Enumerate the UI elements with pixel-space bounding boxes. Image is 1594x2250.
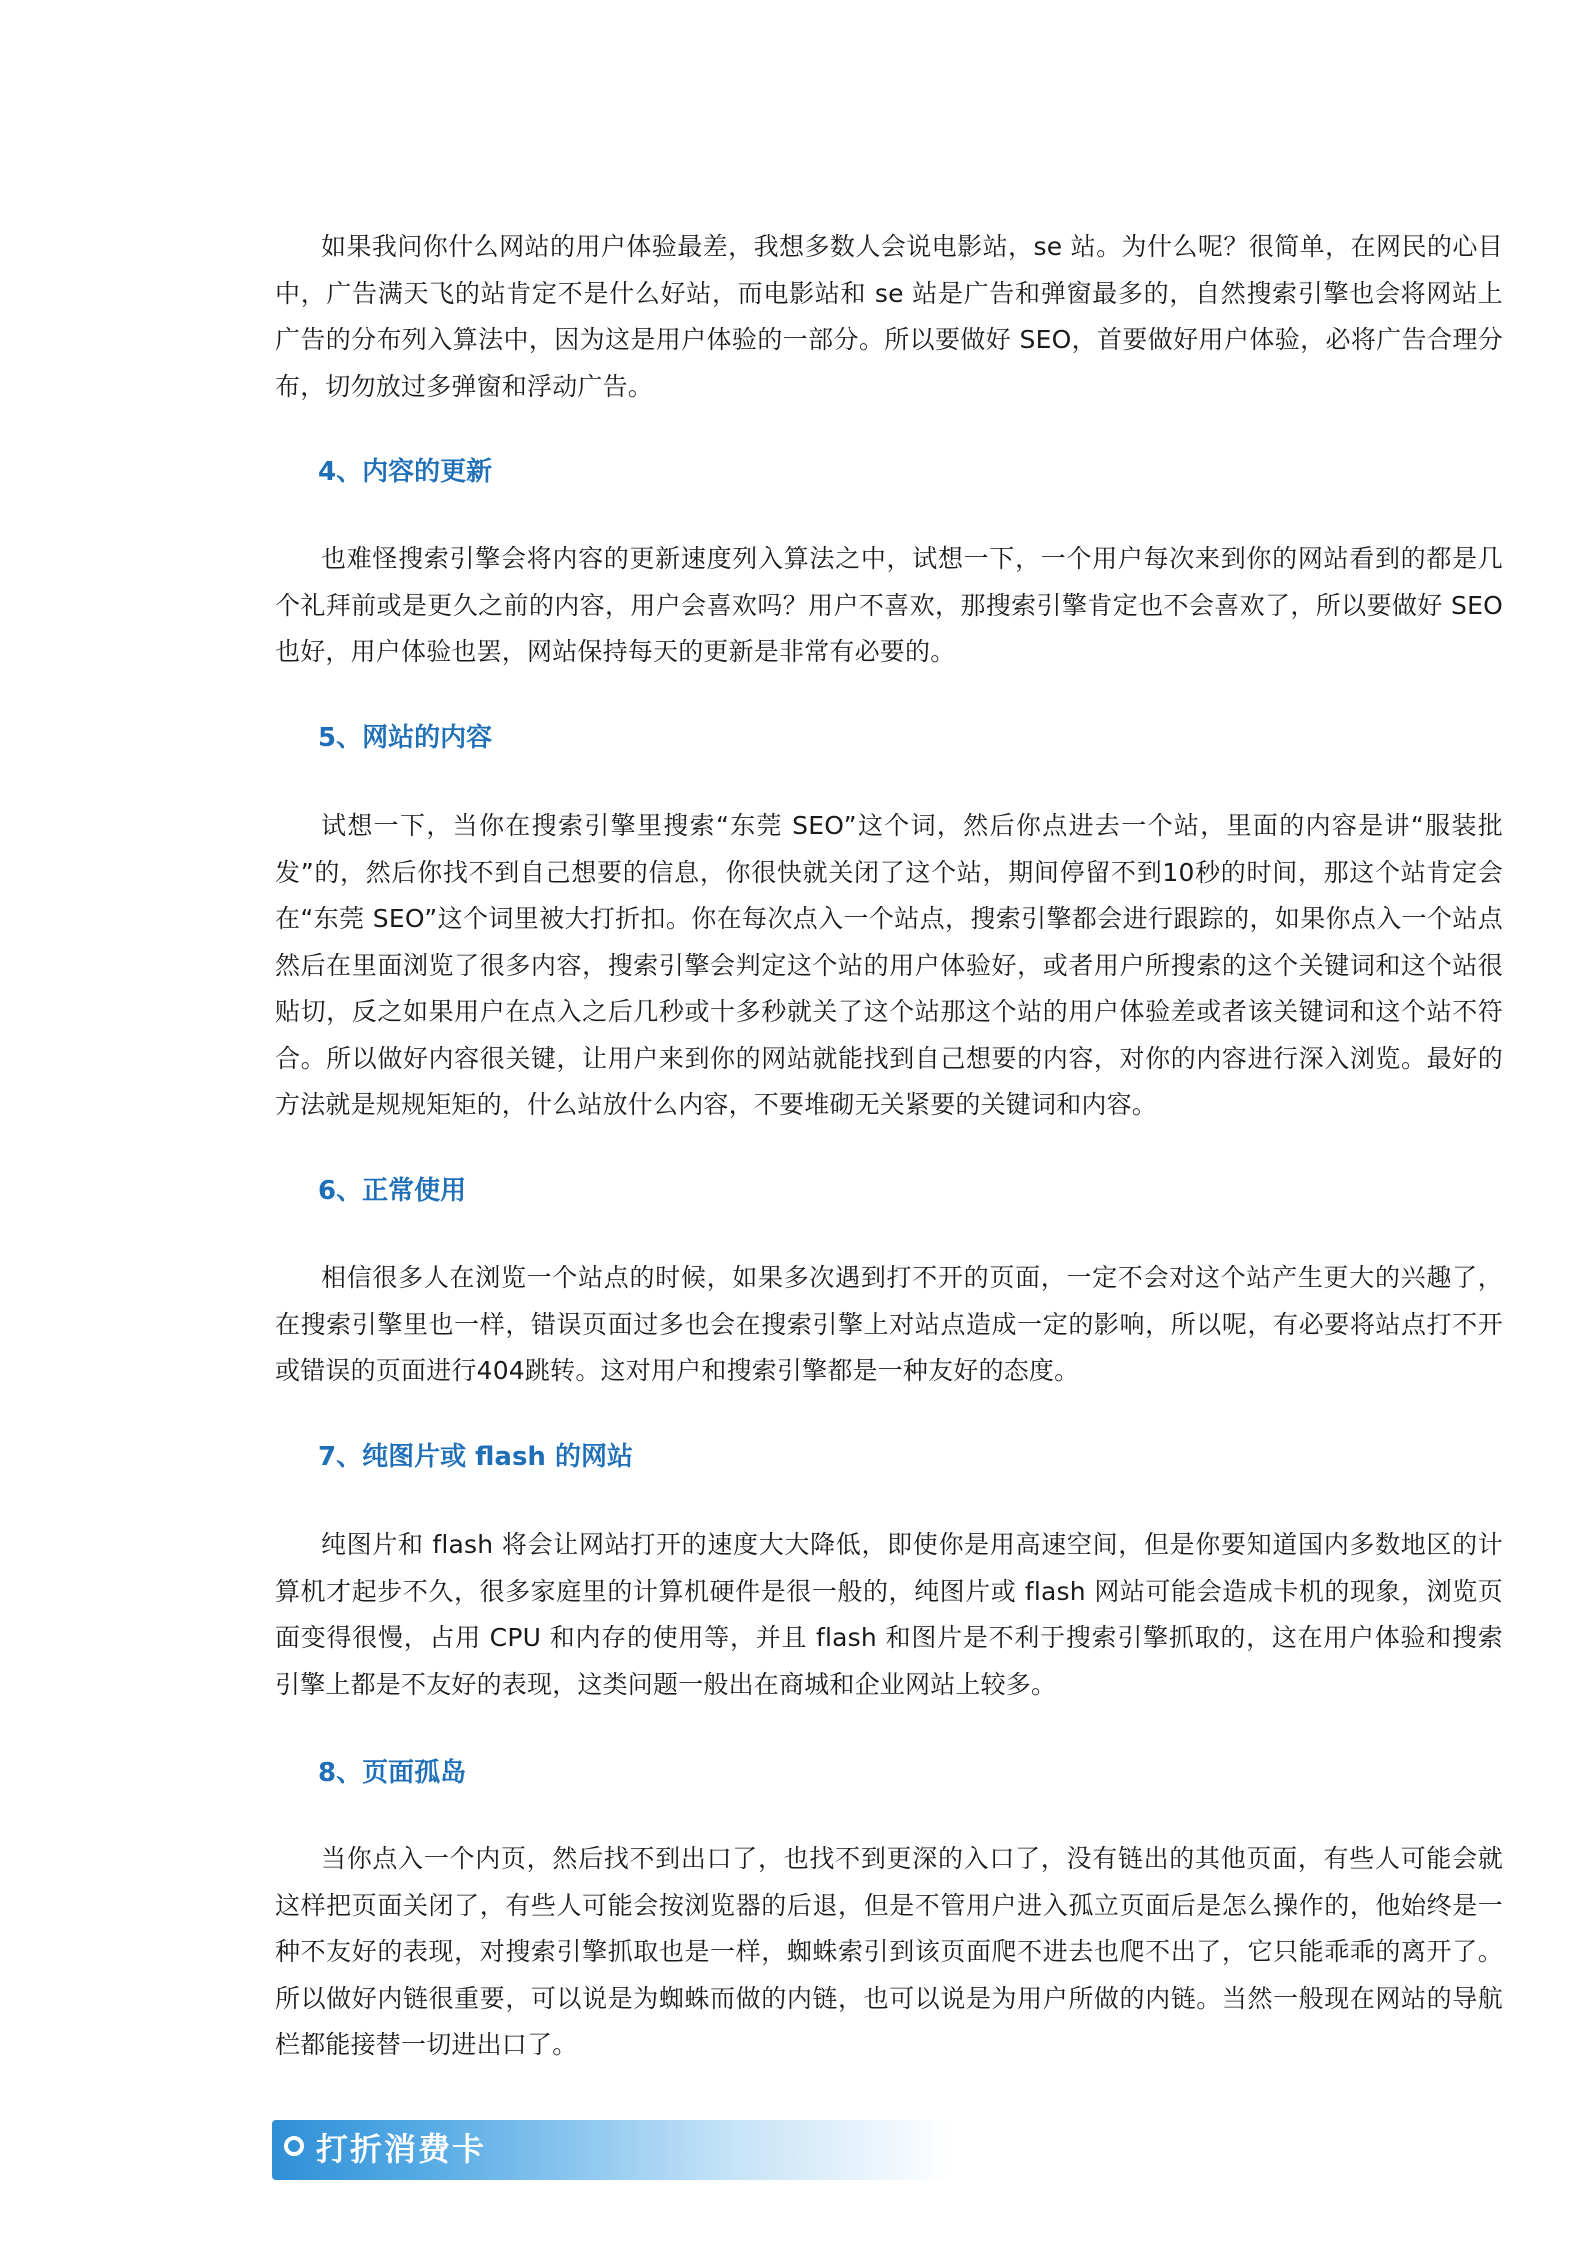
section-6-body: 相信很多人在浏览一个站点的时候，如果多次遇到打不开的页面，一定不会对这个站产生更大的兴趣了，在搜索引擎里也一样，错误页面过多也会在搜索引擎上对站点造成一定的影响，所以呢，有必要将站点打不开或错误的页面进行404跳转。这对用户和搜索引擎都是一种友好的态度。: [275, 1263, 1503, 1385]
circle-icon: [284, 2136, 304, 2156]
section-7-body: 纯图片和 flash 将会让网站打开的速度大大降低，即使你是用高速空间，但是你要知道国内多数地区的计算机才起步不久，很多家庭里的计算机硬件是很一般的，纯图片或 flash 网站可能会造成卡机的现象，浏览页面变得很慢，占用 CPU 和内存的使用等，并且 flash 和图片是不利于搜索引擎抓取的，这在用户体验和搜索引擎上都是不友好的表现，这类问题一般出在商城和企业网站上较多。: [275, 1530, 1503, 1699]
section-4-body: 也难怪搜索引擎会将内容的更新速度列入算法之中，试想一下，一个用户每次来到你的网站看到的都是几个礼拜前或是更久之前的内容，用户会喜欢吗？用户不喜欢，那搜索引擎肯定也不会喜欢了，所以要做好 SEO 也好，用户体验也罢，网站保持每天的更新是非常有必要的。: [275, 544, 1503, 666]
discount-card-banner: [272, 2120, 952, 2180]
section-8-heading: 8、页面孤岛: [318, 1758, 467, 1788]
section-6-heading: 6、正常使用: [318, 1176, 467, 1206]
section-4-heading: 4、内容的更新: [318, 457, 493, 487]
banner-title: 打折消费卡: [316, 2130, 487, 2168]
intro-paragraph: 如果我问你什么网站的用户体验最差，我想多数人会说电影站，se 站。为什么呢？很简单，在网民的心目中，广告满天飞的站肯定不是什么好站，而电影站和 se 站是广告和弹窗最多的，自然搜索引擎也会将网站上广告的分布列入算法中，因为这是用户体验的一部分。所以要做好 SEO，首要做好用户体验，必将广告合理分布，切勿放过多弹窗和浮动广告。: [275, 232, 1503, 401]
section-5-heading: 5、网站的内容: [318, 723, 493, 753]
section-5-body: 试想一下，当你在搜索引擎里搜索“东莞 SEO”这个词，然后你点进去一个站，里面的内容是讲“服装批发”的，然后你找不到自己想要的信息，你很快就关闭了这个站，期间停留不到10秒的时间，那这个站肯定会在“东莞 SEO”这个词里被大打折扣。你在每次点入一个站点，搜索引擎都会进行跟踪的，如果你点入一个站点然后在里面浏览了很多内容，搜索引擎会判定这个站的用户体验好，或者用户所搜索的这个关键词和这个站很贴切，反之如果用户在点入之后几秒或十多秒就关了这个站那这个站的用户体验差或者该关键词和这个站不符合。所以做好内容很关键，让用户来到你的网站就能找到自己想要的内容，对你的内容进行深入浏览。最好的方法就是规规矩矩的，什么站放什么内容，不要堆砌无关紧要的关键词和内容。: [275, 811, 1503, 1119]
section-8-body: 当你点入一个内页，然后找不到出口了，也找不到更深的入口了，没有链出的其他页面，有些人可能会就这样把页面关闭了，有些人可能会按浏览器的后退，但是不管用户进入孤立页面后是怎么操作的，他始终是一种不友好的表现，对搜索引擎抓取也是一样，蜘蛛索引到该页面爬不进去也爬不出了，它只能乖乖的离开了。所以做好内链很重要，可以说是为蜘蛛而做的内链，也可以说是为用户所做的内链。当然一般现在网站的导航栏都能接替一切进出口了。: [275, 1844, 1503, 2059]
section-7-heading: 7、纯图片或 flash 的网站: [318, 1442, 633, 1472]
